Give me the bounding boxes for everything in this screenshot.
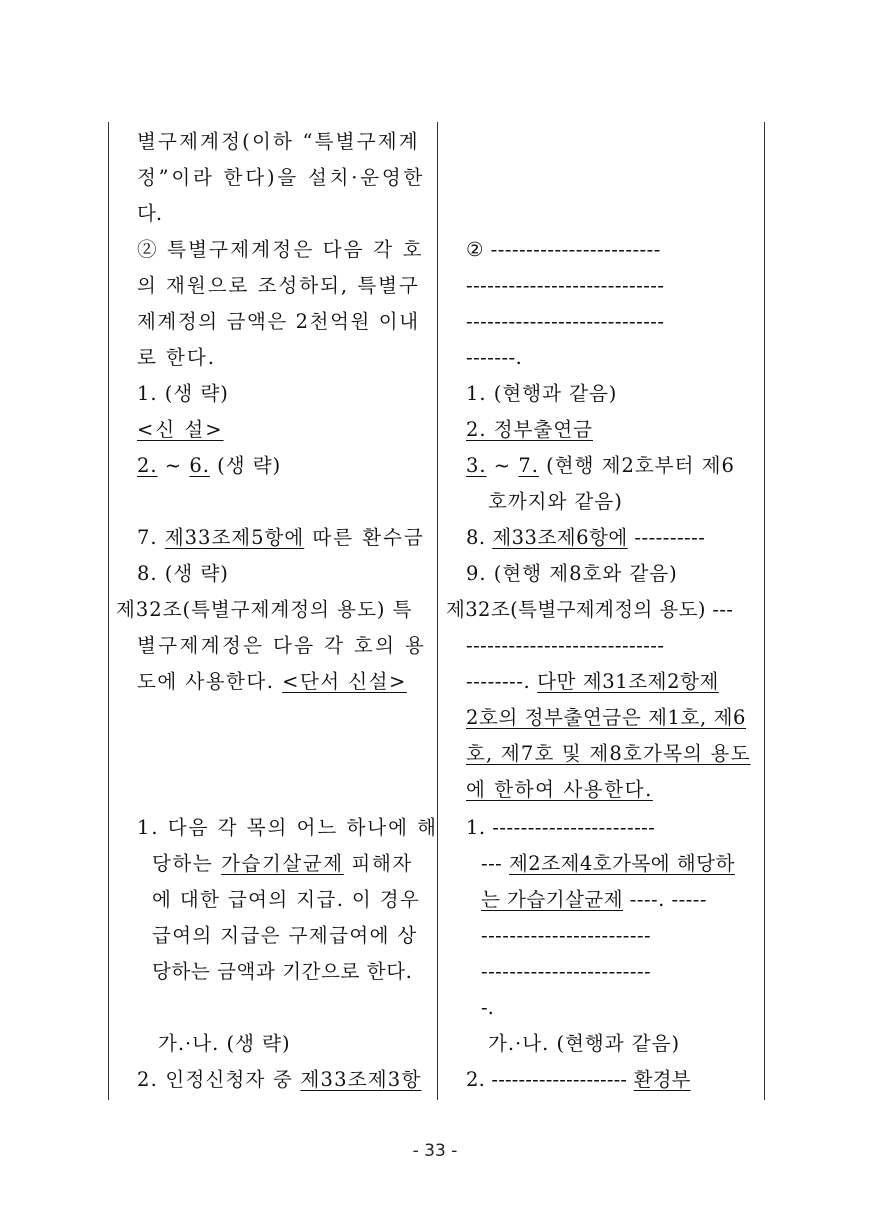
new-provision-marker: <신 설> bbox=[137, 418, 224, 441]
text-fragment: ----. ----- bbox=[623, 888, 707, 911]
amended-text: 다만 제31조제2항제 bbox=[537, 670, 719, 693]
list-item: 가.·나. (현행과 같음) bbox=[488, 1032, 681, 1055]
text-line: 별구제계정은 다음 각 호의 용 bbox=[137, 634, 427, 657]
amended-text: 제33조제5항에 bbox=[164, 526, 305, 549]
amended-text: 2호의 정부출연금은 제1호, 제6 bbox=[466, 706, 747, 729]
text-line: 호까지와 같음) bbox=[488, 490, 623, 513]
amended-text: 2. bbox=[137, 454, 158, 477]
amended-text: 3. bbox=[466, 454, 487, 477]
text-line: ------------------------ bbox=[481, 924, 652, 947]
amended-text: 7. bbox=[518, 454, 539, 477]
list-item: 8. (생 략) bbox=[137, 562, 229, 585]
text-line bbox=[481, 852, 735, 876]
list-item: 1. ----------------------- bbox=[466, 816, 656, 839]
text-fragment: 2. 인정신청자 중 bbox=[137, 1068, 301, 1091]
text-fragment: 8. bbox=[466, 526, 493, 549]
list-item bbox=[137, 454, 281, 478]
article-heading: 제32조(특별구제계정의 용도) --- bbox=[446, 598, 734, 621]
list-item bbox=[466, 526, 705, 550]
text-line: 에 대한 급여의 지급. 이 경우 bbox=[152, 888, 421, 911]
text-line: 다. bbox=[137, 202, 163, 225]
amended-text: 제33조제3항 bbox=[300, 1068, 422, 1091]
amended-text: 환경부 bbox=[633, 1068, 691, 1091]
list-item: 1. (현행과 같음) bbox=[466, 382, 618, 405]
list-item bbox=[466, 1068, 691, 1092]
amended-text: 2. 정부출연금 bbox=[466, 418, 593, 441]
text-fragment: 당하는 bbox=[152, 852, 222, 875]
text-line: ② 특별구제계정은 다음 각 호 bbox=[137, 238, 424, 261]
text-fragment: ~ bbox=[157, 454, 190, 477]
amended-text: 가습기살균제 bbox=[221, 852, 344, 875]
text-line: ------------------------ bbox=[481, 960, 652, 983]
text-line: 급여의 지급은 구제급여에 상 bbox=[152, 924, 418, 947]
list-item: 1. (생 략) bbox=[137, 382, 229, 405]
amended-text: 에 한하여 사용한다. bbox=[466, 778, 653, 801]
text-line: 별구제계정(이하 “특별구제계 bbox=[137, 130, 420, 153]
text-line: 제계정의 금액은 2천억원 이내 bbox=[137, 310, 420, 333]
text-line: ② ------------------------ bbox=[466, 238, 661, 261]
text-fragment: 피해자 bbox=[343, 852, 413, 875]
text-line: 로 한다. bbox=[137, 346, 216, 369]
text-line: -. bbox=[481, 996, 494, 1019]
text-line: ---------------------------- bbox=[466, 634, 665, 657]
list-item bbox=[137, 526, 425, 550]
text-line: ---------------------------- bbox=[466, 310, 665, 333]
text-fragment: 7. bbox=[137, 526, 165, 549]
list-item: 가.·나. (생 략) bbox=[158, 1032, 291, 1055]
page-number: - 33 - bbox=[412, 1141, 458, 1161]
article-heading: 제32조(특별구제계정의 용도) 특 bbox=[116, 598, 413, 621]
text-fragment: (현행 제2호부터 제6 bbox=[538, 454, 735, 477]
text-line: 정”이라 한다)을 설치·운영한 bbox=[137, 166, 426, 189]
text-line: 당하는 금액과 기간으로 한다. bbox=[152, 960, 413, 983]
list-item: 1. 다음 각 목의 어느 하나에 해 bbox=[137, 816, 439, 839]
text-line bbox=[152, 852, 413, 876]
text-line bbox=[466, 670, 719, 694]
list-item bbox=[137, 1068, 421, 1092]
list-item bbox=[466, 454, 735, 478]
amended-text: 호, 제7호 및 제8호가목의 용도 bbox=[466, 742, 751, 765]
text-fragment: ---------- bbox=[627, 526, 706, 549]
text-fragment: ~ bbox=[486, 454, 519, 477]
list-item: 9. (현행 제8호와 같음) bbox=[466, 562, 678, 585]
text-fragment: 도에 사용한다. bbox=[137, 670, 283, 693]
new-provision-marker: <단서 신설> bbox=[282, 670, 407, 693]
amended-text: 는 가습기살균제 bbox=[481, 888, 624, 911]
table-center-divider bbox=[437, 122, 438, 1100]
text-line bbox=[137, 670, 407, 694]
amended-text: 6. bbox=[189, 454, 210, 477]
table-right-border bbox=[764, 122, 765, 1100]
amended-text: 제2조제4호가목에 해당하 bbox=[508, 852, 735, 875]
table-left-border bbox=[108, 122, 109, 1100]
text-line: 의 재원으로 조성하되, 특별구 bbox=[137, 274, 420, 297]
text-fragment: 따른 환수금 bbox=[304, 526, 425, 549]
text-fragment: --- bbox=[481, 852, 509, 875]
text-line: -------. bbox=[466, 346, 523, 369]
text-fragment: (생 략) bbox=[209, 454, 282, 477]
amended-text: 제33조제6항에 bbox=[492, 526, 628, 549]
text-fragment: --------. bbox=[466, 670, 538, 693]
text-line bbox=[481, 888, 707, 912]
text-fragment: 2. -------------------- bbox=[466, 1068, 634, 1091]
text-line: ---------------------------- bbox=[466, 274, 665, 297]
